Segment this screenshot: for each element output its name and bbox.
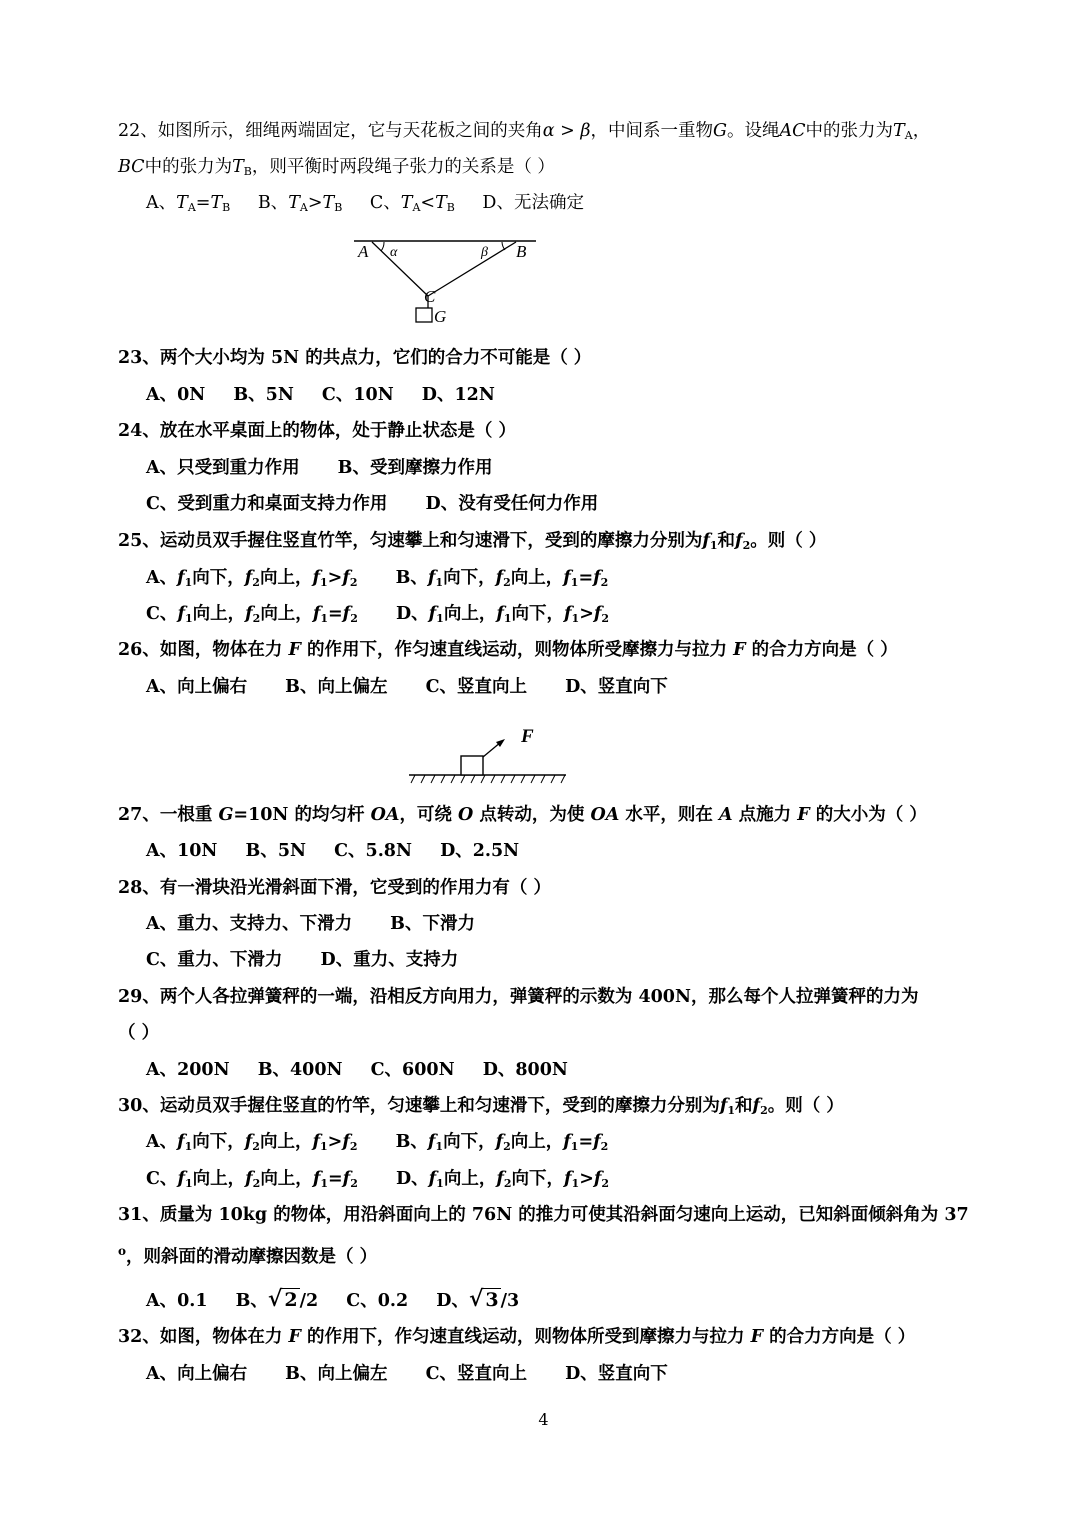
q26-option-b: B、向上偏左	[285, 677, 388, 697]
q24-option-b: B、受到摩擦力作用	[337, 458, 493, 478]
q28-option-d: D、重力、支持力	[320, 950, 459, 970]
q25-option-a: A、$f_1$向下，$f_2$向上，$f_1>f_2$	[146, 568, 358, 589]
ground-hatching	[411, 775, 565, 783]
q26-stem: 26、如图，物体在力 F 的作用下，作匀速直线运动，则物体所受摩擦力与拉力 F 的合力方向是（ ）	[118, 640, 898, 660]
label-g: G	[434, 307, 447, 326]
q29-option-d: D、800N	[482, 1060, 568, 1080]
q29-stem-line1: 29、两个人各拉弹簧秤的一端，沿相反方向用力，弹簧秤的示数为 400N，那么每个人拉弹簧秤的力为	[118, 987, 919, 1007]
q29-option-c: C、600N	[370, 1060, 455, 1080]
q32-option-c: C、竖直向上	[425, 1364, 527, 1384]
q28-option-b: B、下滑力	[390, 914, 475, 934]
var-T: T	[232, 157, 244, 177]
q25-options-row2	[146, 602, 609, 631]
q31-stem-line1: 31、质量为 10kg 的物体，用沿斜面向上的 76N 的推力可使其沿斜面匀速向上运动，已知斜面倾斜角为 37	[118, 1205, 969, 1225]
alpha-arc	[381, 242, 384, 251]
text: 中的张力为	[805, 121, 894, 141]
q24-stem: 24、放在水平桌面上的物体，处于静止状态是（ ）	[118, 421, 516, 441]
q22-option-b: B、$T_A>T_B$	[257, 193, 343, 214]
weight-box	[416, 308, 432, 322]
text: ，中间系一重物	[590, 121, 714, 141]
subscript: B	[243, 165, 252, 178]
q26-option-a: A、向上偏右	[146, 677, 248, 697]
q32-stem: 32、如图，物体在力 F 的作用下，作匀速直线运动，则物体所受到摩擦力与拉力 F 的合力方向是（ ）	[118, 1327, 916, 1347]
q30-option-b: B、$f_1$向下，$f_2$向上，$f_1=f_2$	[395, 1132, 609, 1153]
subscript: A	[904, 129, 913, 142]
q30-options-row1	[146, 1130, 608, 1159]
q23-option-c: C、10N	[321, 385, 394, 405]
label-c: C	[424, 287, 436, 306]
q31-options	[146, 1284, 519, 1316]
q32-option-a: A、向上偏右	[146, 1364, 248, 1384]
q28-stem: 28、有一滑块沿光滑斜面下滑，它受到的作用力有（ ）	[118, 878, 551, 898]
q26-option-d: D、竖直向下	[565, 677, 668, 697]
q22-option-c: C、$T_A<T_B$	[369, 193, 455, 214]
q22-stem-line2	[118, 155, 555, 184]
q29-options	[146, 1058, 568, 1082]
q25-option-d: D、$f_1$向上，$f_1$向下，$f_1>f_2$	[395, 604, 610, 625]
label-beta: β	[481, 245, 488, 260]
q31-option-a: A、0.1	[146, 1291, 208, 1311]
text: 22、如图所示，细绳两端固定，它与天花板之间的夹角	[118, 121, 543, 141]
q22-stem-line1	[118, 119, 930, 148]
var-AC: AC	[779, 121, 806, 141]
q23-option-b: B、5N	[233, 385, 294, 405]
block	[461, 756, 483, 775]
q27-option-c: C、5.8N	[334, 841, 412, 861]
q27-option-a: A、10N	[146, 841, 218, 861]
q30-option-d: D、$f_1$向上，$f_2$向下，$f_1>f_2$	[395, 1169, 610, 1190]
text: >	[554, 121, 581, 141]
text: ，则平衡时两段绳子张力的关系是（ ）	[251, 157, 555, 177]
q31-option-b: B、√ 2 /2	[235, 1286, 319, 1312]
text: 中的张力为	[144, 157, 233, 177]
q28-options-row2	[146, 948, 458, 972]
q27-options	[146, 839, 519, 863]
q26-block-figure	[405, 720, 570, 786]
q24-options-row2	[146, 492, 598, 516]
q29-stem-line2: （ ）	[118, 1023, 160, 1043]
degree-mark: o	[118, 1244, 127, 1258]
text: ，	[912, 121, 931, 141]
label-b: B	[516, 242, 527, 261]
q25-options-row1	[146, 566, 608, 595]
q23-stem: 23、两个大小均为 5N 的共点力，它们的合力不可能是（ ）	[118, 348, 592, 368]
beta-symbol: β	[580, 121, 591, 141]
q22-rope-figure	[350, 232, 540, 328]
q29-option-a: A、200N	[146, 1060, 230, 1080]
page-number: 4	[538, 1410, 549, 1429]
q24-options-row1	[146, 456, 492, 480]
q30-stem: 30、运动员双手握住竖直的竹竿，匀速攀上和匀速滑下，受到的摩擦力分别为$f_1$和$f_2$。则（ ）	[118, 1096, 844, 1117]
label-f: F	[521, 726, 534, 747]
q25-option-b: B、$f_1$向下，$f_2$向上，$f_1=f_2$	[395, 568, 609, 589]
var-T: T	[893, 121, 905, 141]
q31-option-d: D、√ 3 /3	[436, 1286, 520, 1312]
q26-options	[146, 675, 668, 699]
rope-bc	[428, 242, 516, 296]
text: 。设绳	[727, 121, 780, 141]
q22-options	[146, 191, 584, 220]
var-G: G	[713, 121, 728, 141]
q32-option-b: B、向上偏左	[285, 1364, 388, 1384]
rope-ac	[372, 242, 428, 296]
q22-option-a: A、$T_A=T_B$	[146, 193, 231, 214]
q30-option-a: A、$f_1$向下，$f_2$向上，$f_1>f_2$	[146, 1132, 358, 1153]
q31-option-c: C、0.2	[346, 1291, 409, 1311]
q23-options	[146, 383, 495, 407]
q30-option-c: C、$f_1$向上，$f_2$向上，$f_1=f_2$	[146, 1169, 358, 1190]
q23-option-d: D、12N	[421, 385, 495, 405]
q24-option-d: D、没有受任何力作用	[425, 494, 599, 514]
q27-option-b: B、5N	[245, 841, 306, 861]
label-a: A	[358, 242, 369, 261]
alpha-symbol: α	[542, 121, 555, 141]
q27-stem: 27、一根重 G=10N 的均匀杆 OA，可绕 O 点转动，为使 OA 水平，则在 A 点施力 F 的大小为（ ）	[118, 805, 927, 825]
q28-option-a: A、重力、支持力、下滑力	[146, 914, 353, 934]
q24-option-c: C、受到重力和桌面支持力作用	[146, 494, 388, 514]
q23-option-a: A、0N	[146, 385, 206, 405]
q29-option-b: B、400N	[257, 1060, 343, 1080]
q25-option-c: C、$f_1$向上，$f_2$向上，$f_1=f_2$	[146, 604, 358, 625]
q28-options-row1	[146, 912, 475, 936]
q25-stem: 25、运动员双手握住竖直竹竿，匀速攀上和匀速滑下，受到的摩擦力分别为$f_1$和$f_2$。则（ ）	[118, 531, 827, 552]
q22-option-d: D、无法确定	[482, 193, 584, 213]
beta-arc	[502, 242, 505, 250]
label-alpha: α	[390, 245, 398, 260]
q24-option-a: A、只受到重力作用	[146, 458, 300, 478]
q27-option-d: D、2.5N	[440, 841, 520, 861]
q31-stem-line2: $^o$，则斜面的滑动摩擦因数是（ ）	[118, 1244, 378, 1267]
q30-options-row2	[146, 1167, 609, 1196]
q26-option-c: C、竖直向上	[425, 677, 527, 697]
q32-option-d: D、竖直向下	[565, 1364, 668, 1384]
q32-options	[146, 1362, 668, 1386]
q28-option-c: C、重力、下滑力	[146, 950, 283, 970]
var-BC: BC	[118, 157, 145, 177]
